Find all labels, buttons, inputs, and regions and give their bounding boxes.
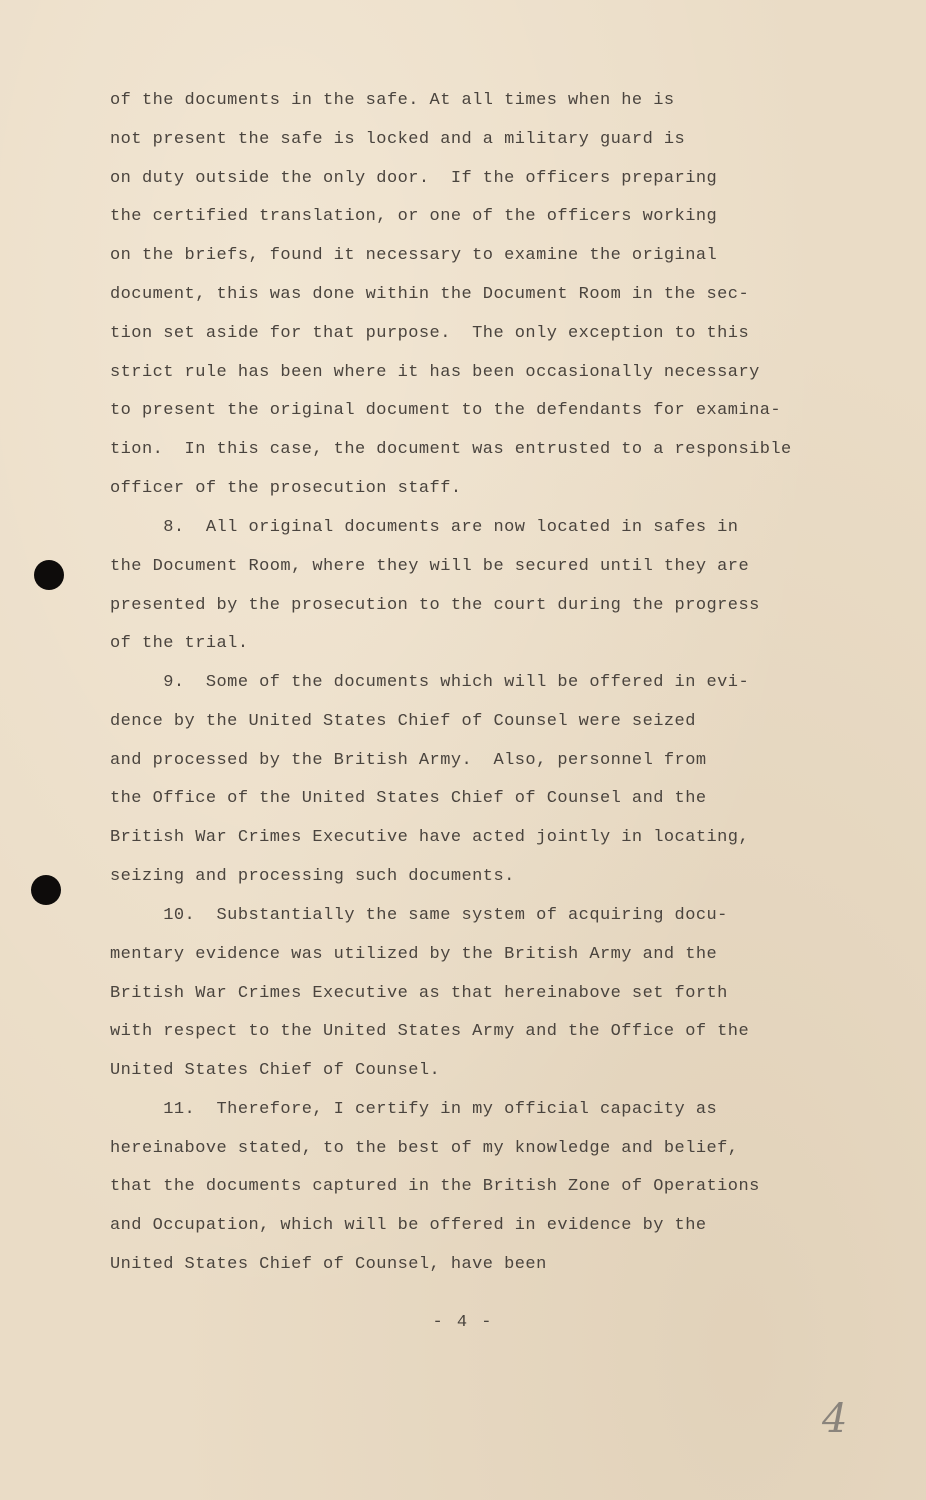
text-line: officer of the prosecution staff. [110,479,462,498]
text-line: tion. In this case, the document was entrusted to a responsible [110,440,792,459]
text-line: dence by the United States Chief of Counsel were seized [110,712,696,731]
text-line: of the documents in the safe. At all times when he is [110,91,675,110]
text-line: United States Chief of Counsel. [110,1061,441,1080]
text-line: tion set aside for that purpose. The only exception to this [110,324,750,343]
text-line: of the trial. [110,634,249,653]
paragraph-11-start: 11. Therefore, I certify in my official capacity as [110,1100,718,1119]
text-line: and Occupation, which will be offered in evidence by the [110,1216,707,1235]
text-line: with respect to the United States Army and the Office of the [110,1022,750,1041]
text-line: on duty outside the only door. If the officers preparing [110,169,718,188]
text-line: the Document Room, where they will be secured until they are [110,557,750,576]
text-line: and processed by the British Army. Also, personnel from [110,751,707,770]
text-line: to present the original document to the defendants for examina- [110,401,782,420]
punch-hole-lower [31,875,61,905]
text-line: that the documents captured in the British Zone of Operations [110,1177,760,1196]
text-line: United States Chief of Counsel, have been [110,1255,547,1274]
text-line: the certified translation, or one of the officers working [110,207,718,226]
text-line: British War Crimes Executive as that hereinabove set forth [110,984,728,1003]
paragraph-9-start: 9. Some of the documents which will be offered in evi- [110,673,750,692]
text-line: hereinabove stated, to the best of my knowledge and belief, [110,1139,739,1158]
text-line: document, this was done within the Document Room in the sec- [110,285,750,304]
text-line: on the briefs, found it necessary to examine the original [110,246,718,265]
paragraph-10-start: 10. Substantially the same system of acquiring docu- [110,906,728,925]
punch-hole-upper [34,560,64,590]
handwritten-page-number: 4 [822,1396,848,1442]
page-number: - 4 - [432,1313,494,1332]
paragraph-8-start: 8. All original documents are now located in safes in [110,518,739,537]
text-line: seizing and processing such documents. [110,867,515,886]
text-line: mentary evidence was utilized by the British Army and the [110,945,718,964]
text-line: British War Crimes Executive have acted jointly in locating, [110,828,750,847]
text-line: not present the safe is locked and a military guard is [110,130,686,149]
text-line: presented by the prosecution to the court during the progress [110,596,760,615]
text-line: strict rule has been where it has been occasionally necessary [110,363,760,382]
text-line: the Office of the United States Chief of Counsel and the [110,789,707,808]
